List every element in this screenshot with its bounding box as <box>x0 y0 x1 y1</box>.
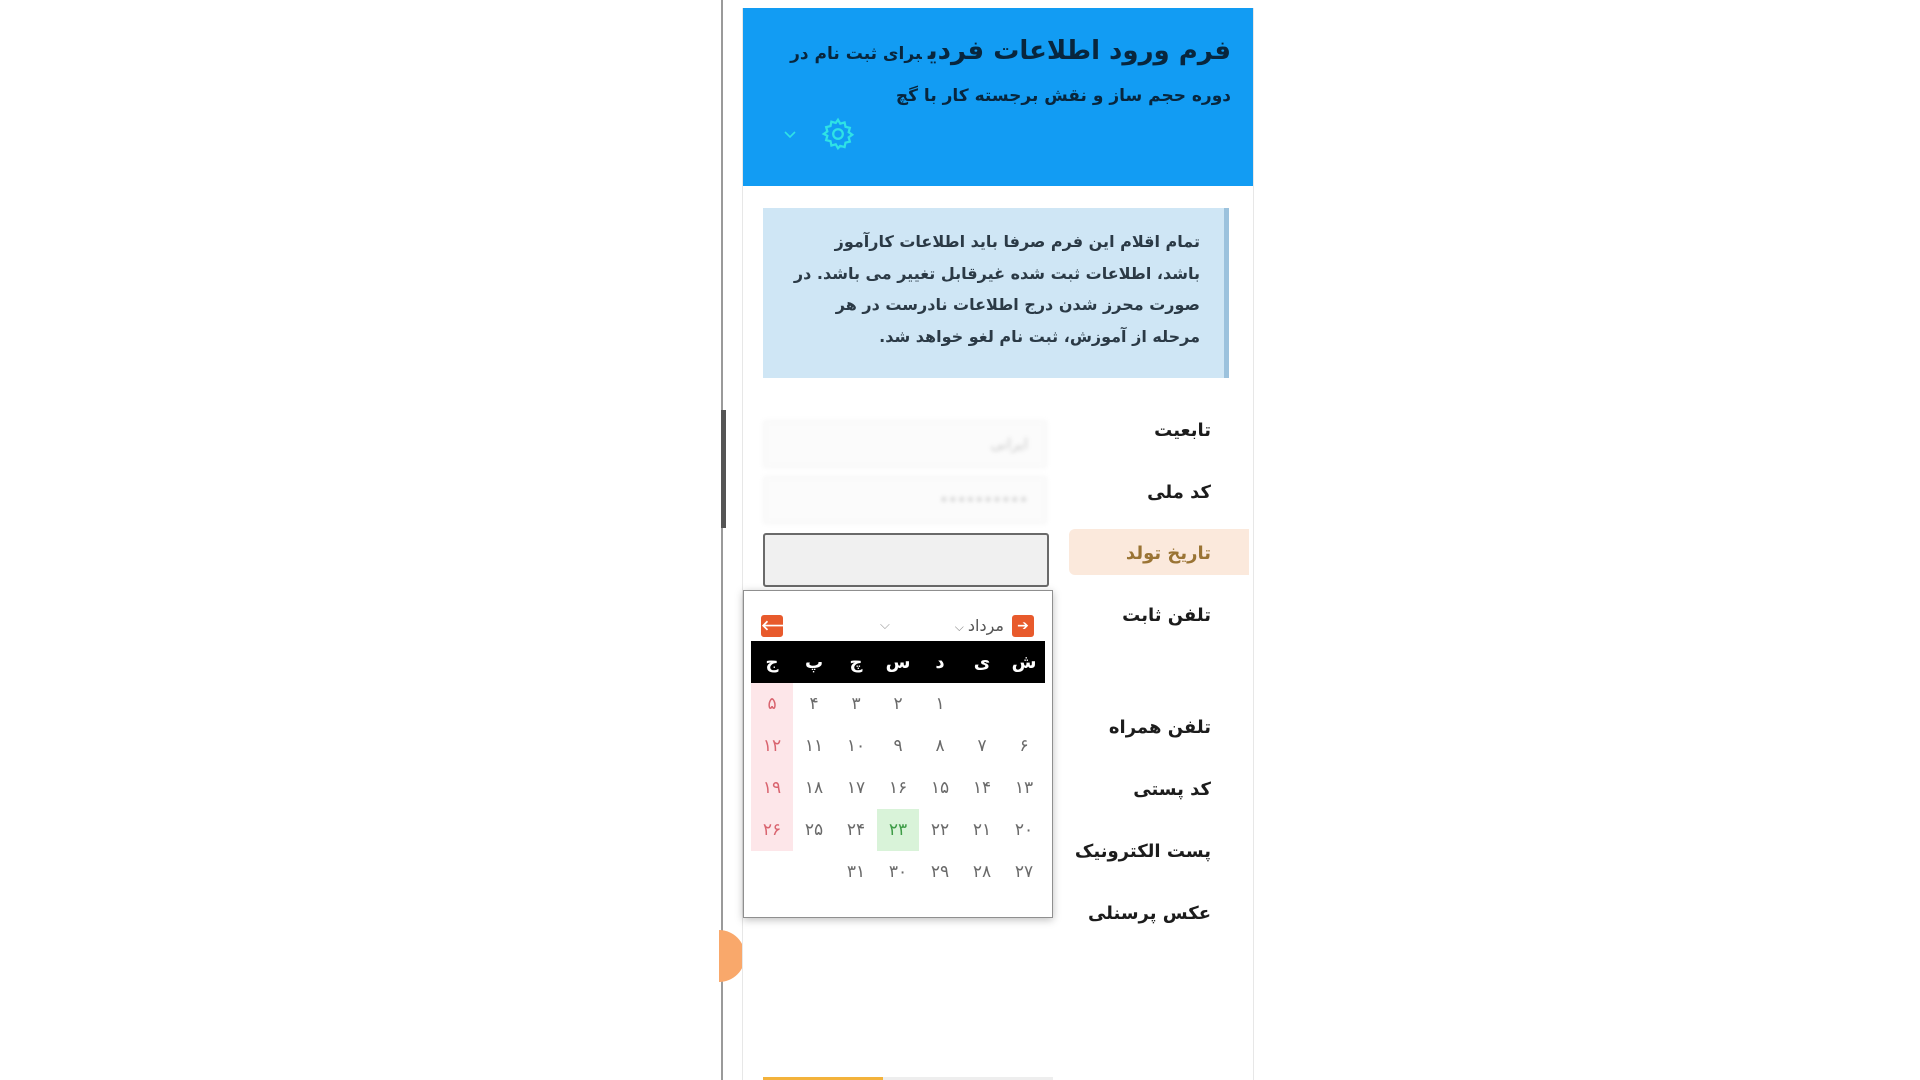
calendar-day[interactable]: ۱۳ <box>1014 778 1034 798</box>
chevron-down-icon[interactable] <box>783 130 797 140</box>
calendar-day[interactable]: ۱ <box>935 694 945 714</box>
calendar-day[interactable]: ۲۱ <box>972 820 992 840</box>
form-card <box>742 8 1254 1080</box>
calendar-day[interactable]: ۱۴ <box>972 778 992 798</box>
calendar-day[interactable]: ۳۰ <box>888 862 908 882</box>
calendar-day[interactable]: ۱۰ <box>846 736 866 756</box>
calendar-day[interactable]: ۲۶ <box>751 809 793 851</box>
weekday-header: ج <box>751 641 793 683</box>
label-national-code: کد ملی <box>1147 482 1211 503</box>
month-select[interactable] <box>924 613 1004 639</box>
national-code-input[interactable]: •••••••••• <box>763 476 1047 524</box>
month-label: مرداد <box>967 616 1004 635</box>
calendar-day[interactable]: ۲۵ <box>804 820 824 840</box>
weekday-header: ی <box>961 641 1003 683</box>
calendar-day[interactable]: ۱۱ <box>804 736 824 756</box>
weekday-header: د <box>919 641 961 683</box>
form-title-rest: برای ثبت نام در <box>790 44 922 64</box>
birth-date-input[interactable] <box>763 533 1049 587</box>
prev-month-button[interactable]: 🡐 <box>761 615 783 637</box>
date-picker <box>743 590 1053 918</box>
calendar-day[interactable]: ۱۸ <box>804 778 824 798</box>
weekday-header: پ <box>793 641 835 683</box>
weekday-header: ش <box>1003 641 1045 683</box>
calendar-day[interactable]: ۵ <box>751 683 793 725</box>
notice-box: تمام اقلام این فرم صرفا باید اطلاعات کارآموز باشد، اطلاعات ثبت شده غیرقابل تغییر می باشد. در صورت محرز شدن درج اطلاعات نادرست در هر مرحله از آموزش، ثبت نام لغو خواهد شد. <box>763 208 1229 378</box>
form-title-main: فرم ورود اطلاعات فردی <box>927 36 1231 66</box>
calendar-day[interactable]: ۷ <box>977 736 987 756</box>
calendar-grid <box>751 641 1045 893</box>
calendar-day[interactable]: ۱۲ <box>751 725 793 767</box>
calendar-day[interactable]: ۲۳ <box>877 809 919 851</box>
calendar-day[interactable]: ۳ <box>851 694 861 714</box>
calendar-day[interactable]: ۸ <box>935 736 945 756</box>
weekday-header: چ <box>835 641 877 683</box>
label-nationality: تابعیت <box>1154 420 1211 441</box>
label-mobile: تلفن همراه <box>1108 717 1211 738</box>
label-postal-code: کد پستی <box>1133 779 1211 800</box>
label-photo: عکس پرسنلی <box>1087 903 1211 924</box>
calendar-day[interactable]: ۹ <box>893 736 903 756</box>
calendar-day[interactable]: ۶ <box>1019 736 1029 756</box>
calendar-day[interactable]: ۴ <box>809 694 819 714</box>
chevron-down-icon: ⌵ <box>954 620 964 634</box>
calendar-day[interactable]: ۲۷ <box>1014 862 1034 882</box>
calendar-day[interactable]: ۲۲ <box>930 820 950 840</box>
calendar-day[interactable]: ۱۹ <box>751 767 793 809</box>
form-title <box>761 36 1231 66</box>
weekday-header: س <box>877 641 919 683</box>
calendar-day[interactable]: ۲۹ <box>930 862 950 882</box>
year-select-chevron-icon[interactable]: ⌵ <box>880 618 890 633</box>
scrollbar-thumb[interactable] <box>721 410 726 528</box>
form-subtitle: دوره حجم ساز و نقش برجسته کار با گچ <box>895 86 1231 106</box>
calendar-day[interactable]: ۲۸ <box>972 862 992 882</box>
calendar-day[interactable]: ۱۶ <box>888 778 908 798</box>
label-landline: تلفن ثابت <box>1122 605 1211 626</box>
gear-icon[interactable] <box>820 116 856 152</box>
nationality-input[interactable]: ایرانی <box>763 420 1047 468</box>
label-birth-date: تاریخ تولد <box>1125 543 1211 564</box>
calendar-day[interactable]: ۲۴ <box>846 820 866 840</box>
page-left-edge <box>721 0 723 1080</box>
calendar-empty-cell <box>961 683 1003 725</box>
calendar-day[interactable]: ۲ <box>893 694 903 714</box>
form-header <box>743 8 1253 186</box>
calendar-empty-cell <box>1003 683 1045 725</box>
calendar-day[interactable]: ۱۷ <box>846 778 866 798</box>
calendar-day[interactable]: ۳۱ <box>846 862 866 882</box>
label-email: پست الکترونیک <box>1074 841 1211 862</box>
calendar-day[interactable]: ۱۵ <box>930 778 950 798</box>
next-month-button[interactable]: ➔ <box>1012 615 1034 637</box>
calendar-day[interactable]: ۲۰ <box>1014 820 1034 840</box>
